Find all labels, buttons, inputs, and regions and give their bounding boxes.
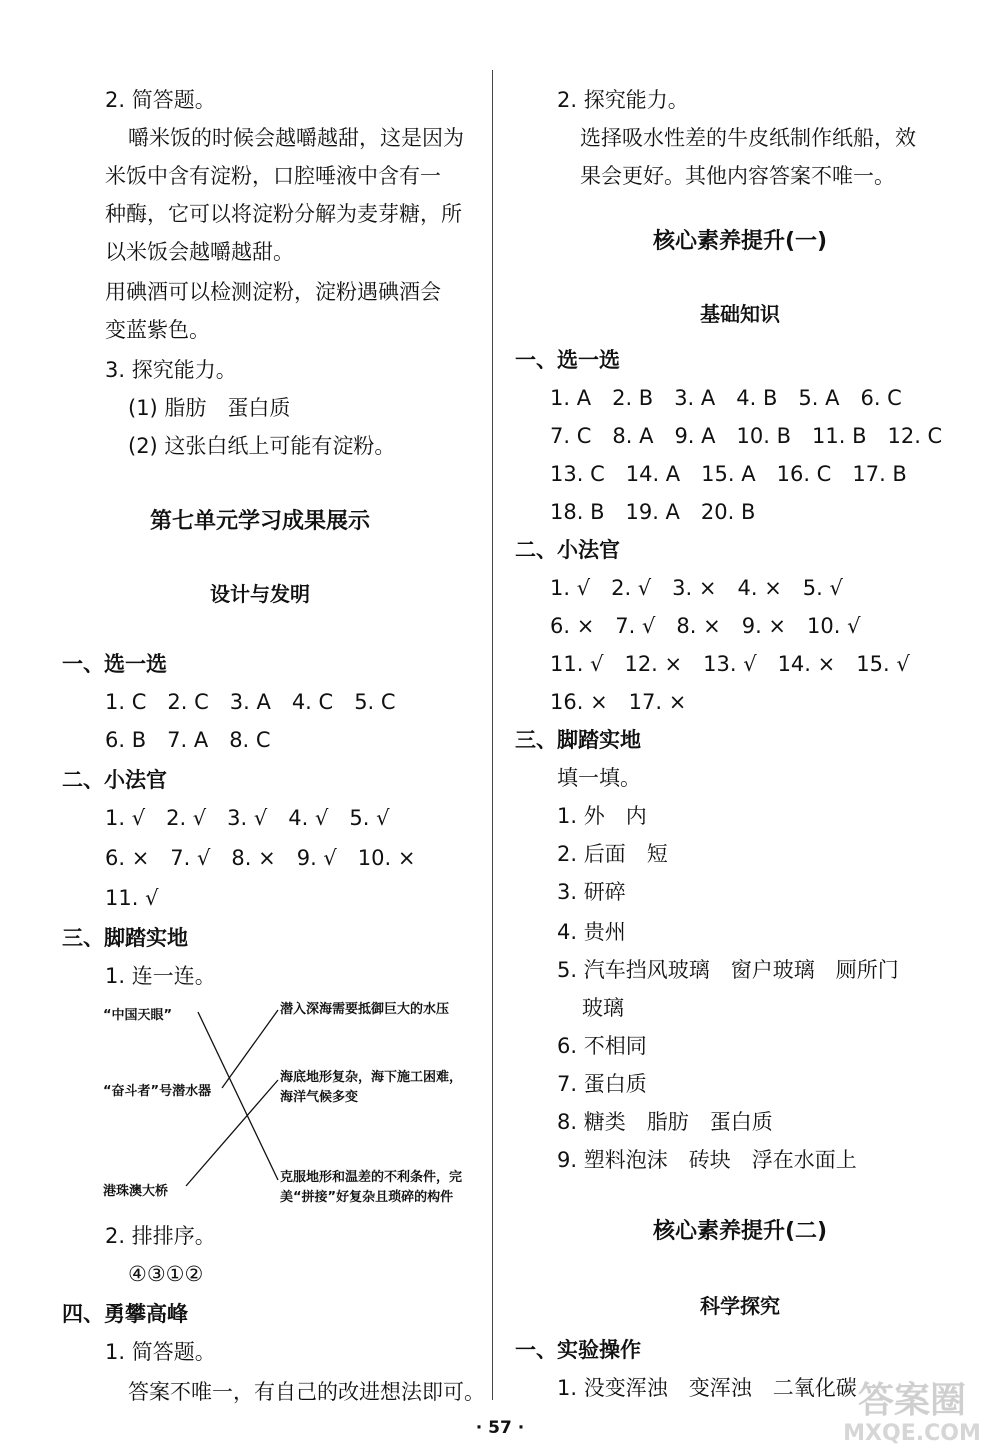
answer-row: 2. 后面 短 (557, 842, 668, 866)
question-heading: 2. 简答题。 (105, 88, 216, 112)
answer-row: 1. √ 2. √ 3. √ 4. √ 5. √ (105, 806, 390, 830)
answer-row: 13. C 14. A 15. A 16. C 17. B (550, 462, 907, 486)
watermark-text-top: 答案圈 (857, 1380, 967, 1421)
match-left-item: 港珠澳大桥 (103, 1184, 169, 1199)
answer-row: 7. 蛋白质 (557, 1072, 647, 1096)
answer-text: 答案不唯一，有自己的改进想法即可。 (128, 1380, 485, 1404)
answer-row: 3. 研碎 (557, 880, 626, 904)
page-number: · 57 · (475, 1418, 525, 1438)
match-left-item: “奋斗者”号潜水器 (103, 1084, 212, 1099)
answer-row: 7. C 8. A 9. A 10. B 11. B 12. C (550, 424, 943, 448)
match-right-item: 克服地形和温差的不利条件，完 (280, 1170, 463, 1185)
match-right-item: 美“拼接”好复杂且琐碎的构件 (280, 1190, 454, 1205)
match-right-item: 海洋气候多变 (280, 1090, 359, 1105)
answer-row: 4. 贵州 (557, 920, 626, 944)
answer-row: 11. √ (105, 886, 159, 910)
question-heading: 1. 连一连。 (105, 964, 216, 988)
section-title: 核心素养提升(二) (652, 1219, 828, 1244)
match-right-item: 海底地形复杂，海下施工困难， (280, 1070, 463, 1085)
answer-text: 种酶，它可以将淀粉分解为麦芽糖，所 (105, 202, 462, 226)
answer-text: 果会更好。其他内容答案不唯一。 (580, 164, 895, 188)
answer-text: (1) 脂肪 蛋白质 (128, 396, 291, 420)
match-line (186, 1080, 278, 1186)
answer-row: 1. 没变浑浊 变浑浊 二氧化碳 (557, 1376, 857, 1400)
answer-row: 1. 外 内 (557, 804, 647, 828)
answer-text: 变蓝紫色。 (105, 318, 210, 342)
question-heading: 2. 排排序。 (105, 1224, 216, 1248)
section-title: 设计与发明 (210, 582, 310, 606)
answer-text: 以米饭会越嚼越甜。 (105, 240, 294, 264)
answer-row: 1. √ 2. √ 3. × 4. × 5. √ (550, 576, 843, 600)
match-left-item: “中国天眼” (103, 1008, 173, 1023)
section-heading: 四、勇攀高峰 (62, 1302, 188, 1326)
answer-row: 6. × 7. √ 8. × 9. × 10. √ (550, 614, 861, 638)
match-line (222, 1010, 278, 1088)
answer-row: 9. 塑料泡沫 砖块 浮在水面上 (557, 1148, 857, 1172)
section-title: 核心素养提升(一) (652, 229, 828, 254)
question-heading: 3. 探究能力。 (105, 358, 237, 382)
answer-text: 嚼米饭的时候会越嚼越甜，这是因为 (128, 126, 464, 150)
answer-row: 8. 糖类 脂肪 蛋白质 (557, 1110, 773, 1134)
answer-row: 18. B 19. A 20. B (550, 500, 756, 524)
answer-row: 6. 不相同 (557, 1034, 647, 1058)
match-right-item: 潜入深海需要抵御巨大的水压 (280, 1002, 450, 1017)
answer-row: 11. √ 12. × 13. √ 14. × 15. √ (550, 652, 910, 676)
answer-text: 米饭中含有淀粉，口腔唾液中含有一 (105, 164, 441, 188)
question-heading: 2. 探究能力。 (557, 88, 689, 112)
subsection-title: 科学探究 (700, 1294, 780, 1318)
subsection-title: 基础知识 (700, 302, 780, 326)
answer-row: 1. A 2. B 3. A 4. B 5. A 6. C (550, 386, 902, 410)
answer-row: 1. C 2. C 3. A 4. C 5. C (105, 690, 396, 714)
match-lines (0, 0, 500, 1300)
answer-row: 5. 汽车挡风玻璃 窗户玻璃 厕所门 (557, 958, 899, 982)
match-line (198, 1012, 278, 1180)
section-heading: 二、小法官 (62, 768, 167, 792)
question-heading: 填一填。 (557, 766, 641, 790)
answer-row: 16. × 17. × (550, 690, 687, 714)
answer-row: 玻璃 (582, 996, 624, 1020)
answer-text: ④③①② (128, 1262, 204, 1286)
unit-title: 第七单元学习成果展示 (149, 509, 370, 534)
answer-row: 6. B 7. A 8. C (105, 728, 271, 752)
question-heading: 1. 简答题。 (105, 1340, 216, 1364)
section-heading: 三、脚踏实地 (515, 728, 641, 752)
answer-text: 用碘酒可以检测淀粉，淀粉遇碘酒会 (105, 280, 441, 304)
section-heading: 二、小法官 (515, 538, 620, 562)
answer-text: (2) 这张白纸上可能有淀粉。 (128, 434, 396, 458)
section-heading: 三、脚踏实地 (62, 926, 188, 950)
section-heading: 一、实验操作 (515, 1338, 641, 1362)
answer-text: 选择吸水性差的牛皮纸制作纸船，效 (580, 126, 916, 150)
section-heading: 一、选一选 (515, 348, 620, 372)
watermark-text-bottom: MXQE.COM (843, 1421, 981, 1446)
answer-row: 6. × 7. √ 8. × 9. √ 10. × (105, 846, 416, 870)
section-heading: 一、选一选 (62, 652, 167, 676)
